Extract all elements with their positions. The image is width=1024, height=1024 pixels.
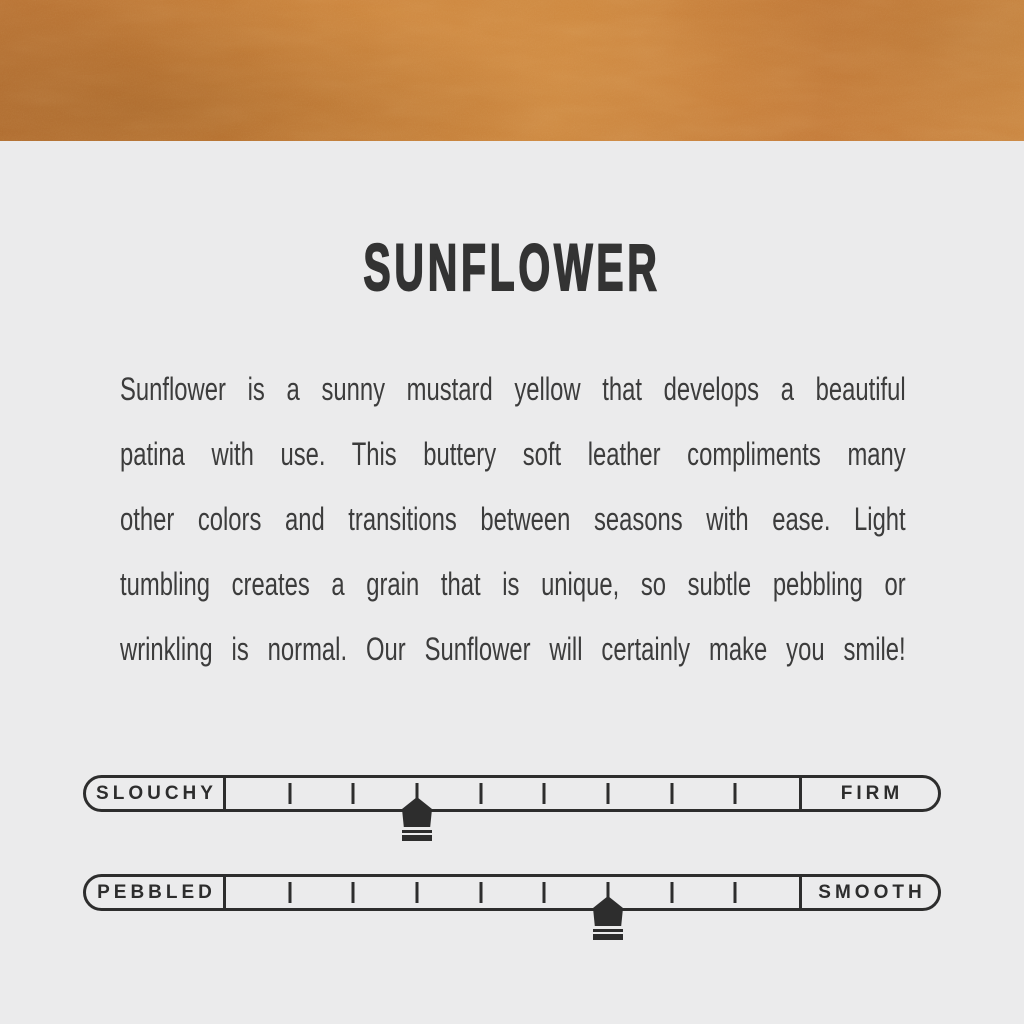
slider-left-label: SLOUCHY — [86, 778, 226, 809]
tick-mark — [734, 783, 737, 804]
slider-slouchy-firm — [83, 775, 941, 812]
description-line: wrinkling is normal. Our Sunflower will certainly make you smile! — [120, 631, 906, 667]
tick-mark — [607, 783, 610, 804]
tick-mark — [670, 882, 673, 903]
tick-mark — [543, 882, 546, 903]
tick-mark — [288, 882, 291, 903]
slider-left-label: PEBBLED — [86, 877, 226, 908]
slider-pebbled-smooth — [83, 874, 941, 911]
marker-nib — [402, 797, 432, 827]
slider-marker-nib-icon — [593, 896, 623, 940]
tick-mark — [288, 783, 291, 804]
slider-marker-nib-icon — [402, 797, 432, 841]
tick-mark — [479, 783, 482, 804]
marker-band — [402, 830, 432, 841]
page-title: SUNFLOWER — [363, 230, 661, 304]
description-paragraph — [120, 357, 906, 682]
tick-mark — [352, 882, 355, 903]
description-line: other colors and transitions between seasons with ease. Light — [120, 501, 906, 537]
tick-mark — [416, 882, 419, 903]
tick-mark — [479, 882, 482, 903]
slider-right-label: FIRM — [799, 778, 938, 809]
leather-grain-texture — [0, 0, 1024, 141]
tick-mark — [734, 882, 737, 903]
tick-mark — [352, 783, 355, 804]
marker-nib — [593, 896, 623, 926]
slider-right-label: SMOOTH — [799, 877, 938, 908]
marker-band — [593, 929, 623, 940]
leather-texture-banner — [0, 0, 1024, 141]
description-line: tumbling creates a grain that is unique, so subtle pebbling or — [120, 566, 906, 602]
tick-mark — [670, 783, 673, 804]
slider-track — [226, 778, 799, 809]
description-line: Sunflower is a sunny mustard yellow that develops a beautiful — [120, 371, 906, 407]
tick-mark — [543, 783, 546, 804]
slider-track — [226, 877, 799, 908]
description-line: patina with use. This buttery soft leather compliments many — [120, 436, 906, 472]
